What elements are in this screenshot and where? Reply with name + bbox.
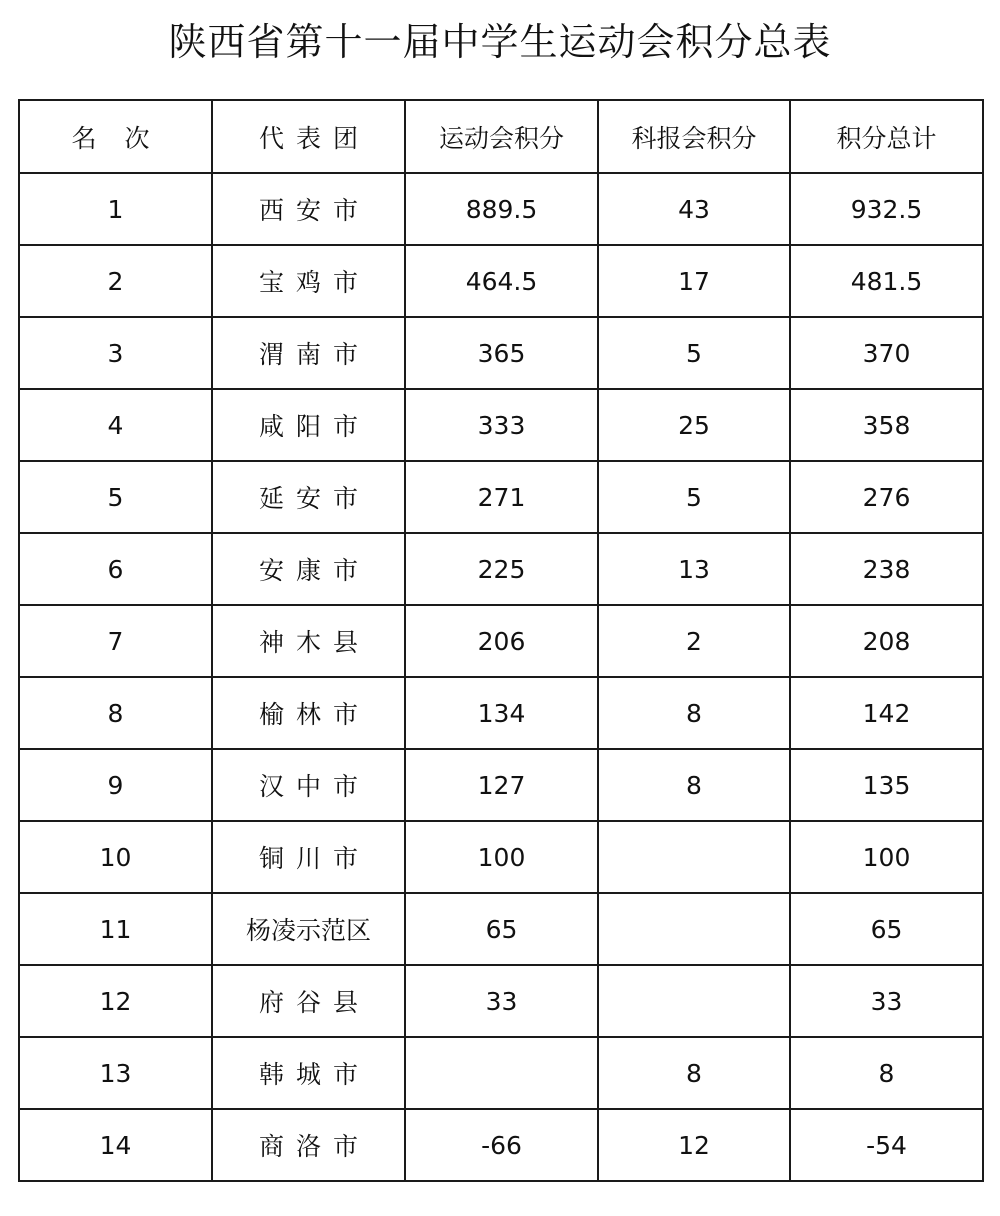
- rank-cell: 3: [19, 317, 212, 389]
- table-row: [19, 893, 983, 965]
- header-sport-score: 运动会积分: [405, 100, 598, 173]
- science-score-cell: 8: [598, 677, 790, 749]
- total-score-cell: 33: [790, 965, 983, 1037]
- sport-score-cell: 889.5: [405, 173, 598, 245]
- total-score-cell: 481.5: [790, 245, 983, 317]
- team-cell: 杨凌示范区: [212, 893, 405, 965]
- table-row: [19, 749, 983, 821]
- rank-cell: 2: [19, 245, 212, 317]
- science-score-cell: [598, 821, 790, 893]
- table-row: [19, 605, 983, 677]
- total-score-cell: 358: [790, 389, 983, 461]
- table-row: [19, 821, 983, 893]
- total-score-cell: 238: [790, 533, 983, 605]
- total-score-cell: 135: [790, 749, 983, 821]
- rank-cell: 5: [19, 461, 212, 533]
- team-cell: 西安市: [212, 173, 405, 245]
- table-row: [19, 173, 983, 245]
- sport-score-cell: 65: [405, 893, 598, 965]
- rank-cell: 6: [19, 533, 212, 605]
- sport-score-cell: 33: [405, 965, 598, 1037]
- table-row: [19, 965, 983, 1037]
- team-cell: 延安市: [212, 461, 405, 533]
- rank-cell: 11: [19, 893, 212, 965]
- team-cell: 铜川市: [212, 821, 405, 893]
- rank-cell: 8: [19, 677, 212, 749]
- header-science-score: 科报会积分: [598, 100, 790, 173]
- total-score-cell: 208: [790, 605, 983, 677]
- science-score-cell: [598, 965, 790, 1037]
- table-row: [19, 389, 983, 461]
- table-row: [19, 1037, 983, 1109]
- sport-score-cell: 365: [405, 317, 598, 389]
- team-cell: 汉中市: [212, 749, 405, 821]
- team-cell: 榆林市: [212, 677, 405, 749]
- sport-score-cell: 100: [405, 821, 598, 893]
- science-score-cell: 8: [598, 1037, 790, 1109]
- table-row: [19, 533, 983, 605]
- sport-score-cell: 206: [405, 605, 598, 677]
- rank-cell: 12: [19, 965, 212, 1037]
- sport-score-cell: 225: [405, 533, 598, 605]
- science-score-cell: 2: [598, 605, 790, 677]
- team-cell: 安康市: [212, 533, 405, 605]
- team-cell: 宝鸡市: [212, 245, 405, 317]
- sport-score-cell: 271: [405, 461, 598, 533]
- sport-score-cell: 333: [405, 389, 598, 461]
- total-score-cell: 370: [790, 317, 983, 389]
- total-score-cell: 65: [790, 893, 983, 965]
- total-score-cell: 8: [790, 1037, 983, 1109]
- team-cell: 韩城市: [212, 1037, 405, 1109]
- science-score-cell: 25: [598, 389, 790, 461]
- team-cell: 商洛市: [212, 1109, 405, 1181]
- science-score-cell: [598, 893, 790, 965]
- total-score-cell: 142: [790, 677, 983, 749]
- sport-score-cell: -66: [405, 1109, 598, 1181]
- sport-score-cell: 134: [405, 677, 598, 749]
- header-team: 代表团: [212, 100, 405, 173]
- table-body: [19, 173, 983, 1181]
- science-score-cell: 12: [598, 1109, 790, 1181]
- rank-cell: 4: [19, 389, 212, 461]
- rank-cell: 10: [19, 821, 212, 893]
- science-score-cell: 8: [598, 749, 790, 821]
- rank-cell: 14: [19, 1109, 212, 1181]
- table-row: [19, 245, 983, 317]
- rank-cell: 1: [19, 173, 212, 245]
- team-cell: 神木县: [212, 605, 405, 677]
- header-rank: 名 次: [19, 100, 212, 173]
- page-title: 陕西省第十一届中学生运动会积分总表: [168, 20, 832, 64]
- total-score-cell: 100: [790, 821, 983, 893]
- science-score-cell: 5: [598, 461, 790, 533]
- rank-cell: 9: [19, 749, 212, 821]
- total-score-cell: 276: [790, 461, 983, 533]
- table-row: [19, 461, 983, 533]
- table-row: [19, 317, 983, 389]
- total-score-cell: 932.5: [790, 173, 983, 245]
- science-score-cell: 5: [598, 317, 790, 389]
- science-score-cell: 17: [598, 245, 790, 317]
- team-cell: 咸阳市: [212, 389, 405, 461]
- sport-score-cell: 127: [405, 749, 598, 821]
- rank-cell: 13: [19, 1037, 212, 1109]
- header-total-score: 积分总计: [790, 100, 983, 173]
- science-score-cell: 13: [598, 533, 790, 605]
- team-cell: 府谷县: [212, 965, 405, 1037]
- score-table: [18, 99, 984, 1182]
- science-score-cell: 43: [598, 173, 790, 245]
- rank-cell: 7: [19, 605, 212, 677]
- table-row: [19, 677, 983, 749]
- sport-score-cell: [405, 1037, 598, 1109]
- team-cell: 渭南市: [212, 317, 405, 389]
- table-row: [19, 1109, 983, 1181]
- header-row: [19, 100, 983, 173]
- total-score-cell: -54: [790, 1109, 983, 1181]
- table-header: [19, 100, 983, 173]
- sport-score-cell: 464.5: [405, 245, 598, 317]
